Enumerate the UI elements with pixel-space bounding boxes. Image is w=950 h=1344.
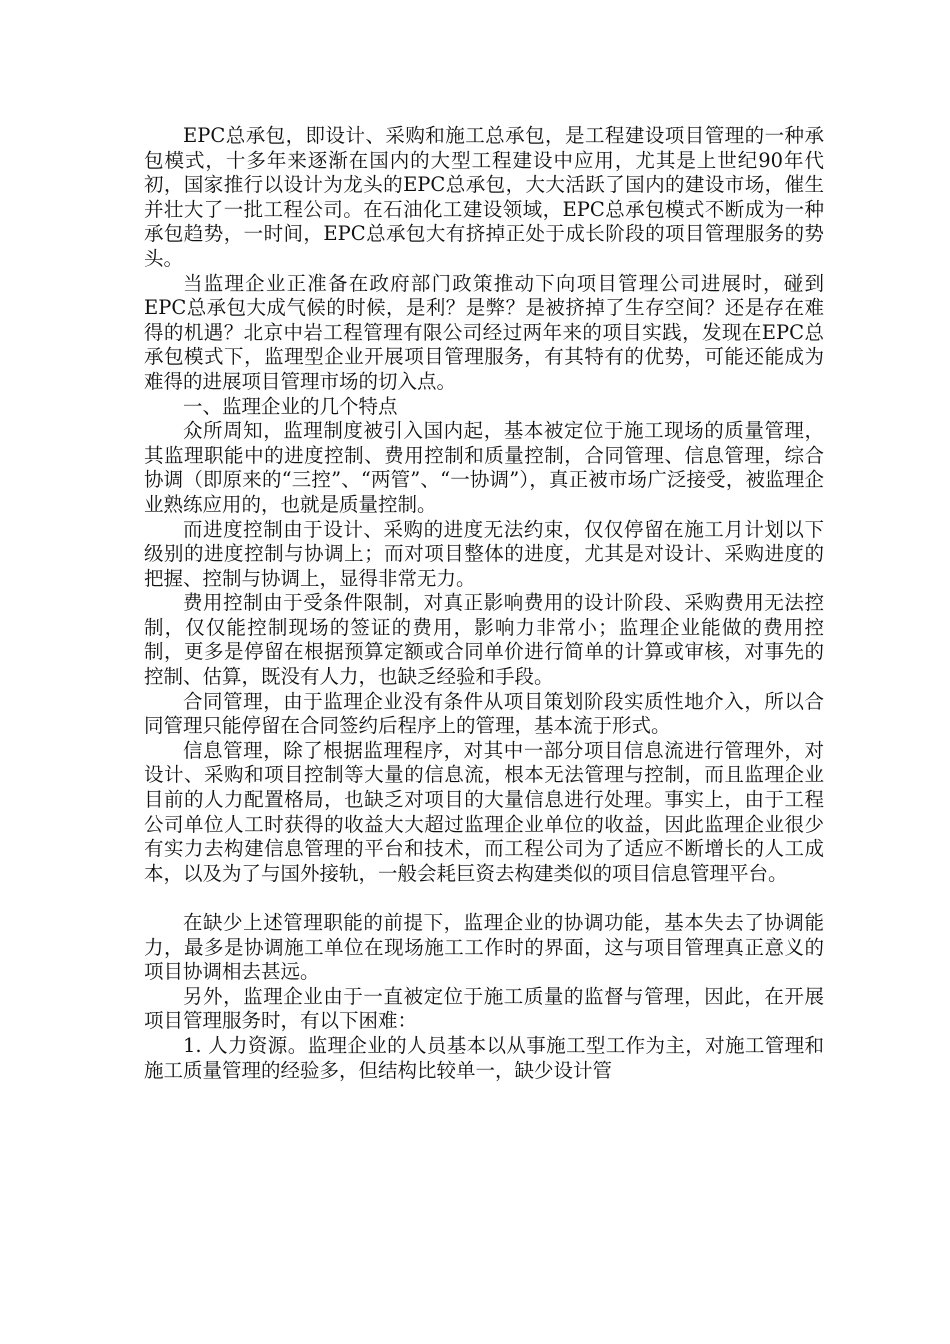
blank-line (144, 886, 824, 911)
paragraph-schedule-control: 而进度控制由于设计、采购的进度无法约束，仅仅停留在施工月计划以下级别的进度控制与协调上；而对项目整体的进度，尤其是对设计、采购进度的把握、控制与协调上，显得非常无力。 (144, 517, 824, 590)
paragraph-quality-control: 众所周知，监理制度被引入国内起，基本被定位于施工现场的质量管理，其监理职能中的进度控制、费用控制和质量控制，合同管理、信息管理，综合协调（即原来的“三控”、“两管”、“一协调”），真正被市场广泛接受，被监理企业熟练应用的，也就是质量控制。 (144, 419, 824, 516)
paragraph-epc-intro: EPC总承包，即设计、采购和施工总承包，是工程建设项目管理的一种承包模式，十多年来逐渐在国内的大型工程建设中应用，尤其是上世纪90年代初，国家推行以设计为龙头的EPC总承包，大大活跃了国内的建设市场，催生并壮大了一批工程公司。在石油化工建设领域，EPC总承包模式不断成为一种承包趋势，一时间，EPC总承包大有挤掉正处于成长阶段的项目管理服务的势头。 (144, 124, 824, 270)
paragraph-supervision-opportunity: 当监理企业正准备在政府部门政策推动下向项目管理公司进展时，碰到EPC总承包大成气候的时候，是利？是弊？是被挤掉了生存空间？还是存在难得的机遇？北京中岩工程管理有限公司经过两年来的项目实践，发现在EPC总承包模式下，监理型企业开展项目管理服务，有其特有的优势，可能还能成为难得的进展项目管理市场的切入点。 (144, 271, 824, 393)
list-item-human-resources: 1. 人力资源。监理企业的人员基本以从事施工型工作为主，对施工管理和施工质量管理的经验多，但结构比较单一，缺少设计管 (144, 1033, 824, 1082)
paragraph-difficulties: 另外，监理企业由于一直被定位于施工质量的监督与管理，因此，在开展项目管理服务时，有以下困难： (144, 984, 824, 1033)
paragraph-information-management: 信息管理，除了根据监理程序，对其中一部分项目信息流进行管理外，对设计、采购和项目控制等大量的信息流，根本无法管理与控制，而且监理企业目前的人力配置格局，也缺乏对项目的大量信息进行处理。事实上，由于工程公司单位人工时获得的收益大大超过监理企业单位的收益，因此监理企业很少有实力去构建信息管理的平台和技术，而工程公司为了适应不断增长的人工成本，以及为了与国外接轨，一般会耗巨资去构建类似的项目信息管理平台。 (144, 738, 824, 885)
paragraph-coordination: 在缺少上述管理职能的前提下，监理企业的协调功能，基本失去了协调能力，最多是协调施工单位在现场施工工作时的界面，这与项目管理真正意义的项目协调相去甚远。 (144, 911, 824, 984)
section-heading-features: 一、监理企业的几个特点 (183, 394, 398, 418)
paragraph-contract-management: 合同管理，由于监理企业没有条件从项目策划阶段实质性地介入，所以合同管理只能停留在合同签约后程序上的管理，基本流于形式。 (144, 689, 824, 738)
document-page (144, 124, 824, 1083)
paragraph-cost-control: 费用控制由于受条件限制，对真正影响费用的设计阶段、采购费用无法控制，仅仅能控制现场的签证的费用，影响力非常小；监理企业能做的费用控制，更多是停留在根据预算定额或合同单价进行简单的计算或审核，对事先的控制、估算，既没有人力，也缺乏经验和手段。 (144, 591, 824, 689)
